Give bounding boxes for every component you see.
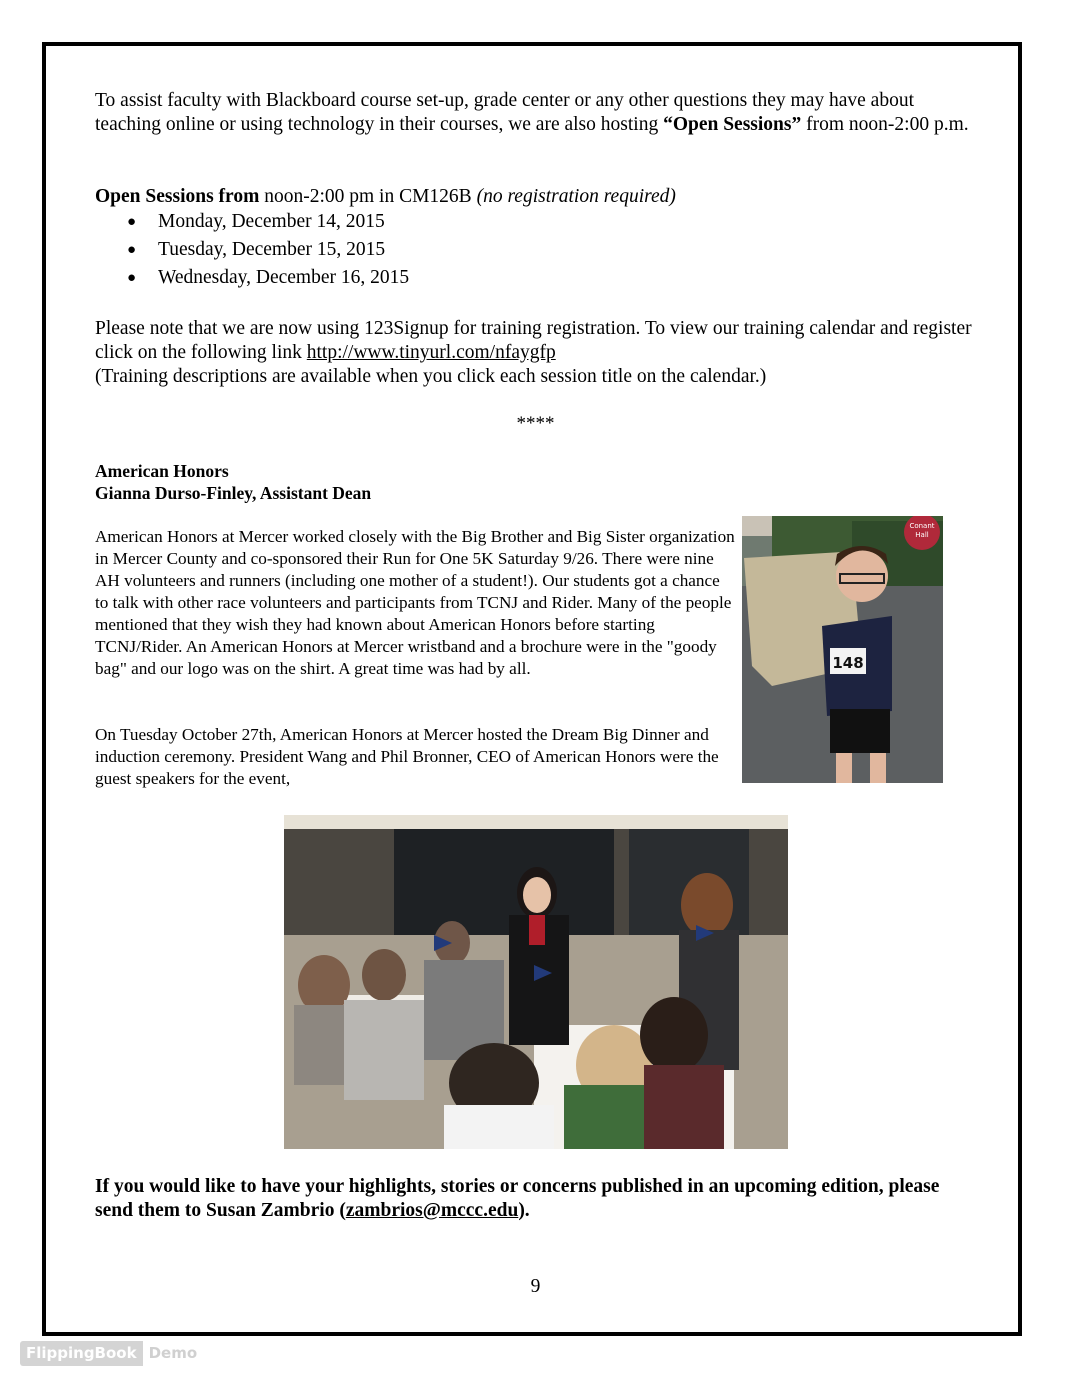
watermark-tag: Demo xyxy=(148,1344,198,1362)
watermark-brand: FlippingBook xyxy=(20,1341,143,1366)
list-item: ● Tuesday, December 15, 2015 xyxy=(127,239,386,260)
signup-paragraph: Please note that we are now using 123Signup for training registration. To view our training calendar and register click on the following link http://www.tinyurl.com/nfaygfp (Training descriptions are available when you click each session title on the calendar.) xyxy=(95,318,972,387)
section-author: Gianna Durso-Finley, Assistant Dean xyxy=(95,483,372,503)
section-title: American Honors xyxy=(95,461,229,481)
bullet-icon: ● xyxy=(127,270,137,286)
list-item: ● Monday, December 14, 2015 xyxy=(127,211,385,232)
dinner-paragraph: On Tuesday October 27th, American Honors at Mercer hosted the Dream Big Dinner and induction ceremony. President Wang and Phil Bronner, CEO of American Honors were the guest speakers for the event, xyxy=(95,725,719,788)
closing-paragraph: If you would like to have your highlights, stories or concerns published in an upcoming edition, please send them to Susan Zambrio (zambrios@mccc.edu). xyxy=(95,1176,940,1221)
open-sessions-line: Open Sessions from noon-2:00 pm in CM126B (no registration required) xyxy=(95,186,676,207)
list-item: ● Wednesday, December 16, 2015 xyxy=(127,267,410,288)
section-heading xyxy=(95,460,371,504)
page-number: 9 xyxy=(530,1276,541,1297)
dinner-photo xyxy=(284,815,788,1149)
calendar-link[interactable]: http://www.tinyurl.com/nfaygfp xyxy=(306,342,556,363)
bullet-icon: ● xyxy=(127,214,137,230)
session-dates-list xyxy=(127,210,409,294)
contact-email-link[interactable]: zambrios@mccc.edu xyxy=(345,1200,519,1221)
runner-photo xyxy=(742,516,943,783)
bullet-icon: ● xyxy=(127,242,137,258)
sign-text-2: Hall xyxy=(915,531,929,539)
race-paragraph: American Honors at Mercer worked closely with the Big Brother and Big Sister organization in Mercer County and co-sponsored their Run for One 5K Saturday 9/26. There were nine AH volunteers and runners (including one mother of a student!). Our students got a chance to talk with other race volunteers and participants from TCNJ and Rider. Many of the people mentioned that they wish they had known about American Honors before starting TCNJ/Rider. An American Honors at Mercer wristband and a brochure were in the "goody bag" and our logo was on the shirt. A great time was had by all. xyxy=(95,527,735,678)
bib-number: 148 xyxy=(832,654,864,672)
sign-text-1: Conant xyxy=(909,522,935,530)
flippingbook-watermark xyxy=(20,1341,203,1366)
intro-paragraph: To assist faculty with Blackboard course set-up, grade center or any other questions they may have about teaching online or using technology in their courses, we are also hosting “Open Sessions” from noon-2:00 p.m. xyxy=(95,90,969,135)
section-separator: **** xyxy=(516,413,555,434)
